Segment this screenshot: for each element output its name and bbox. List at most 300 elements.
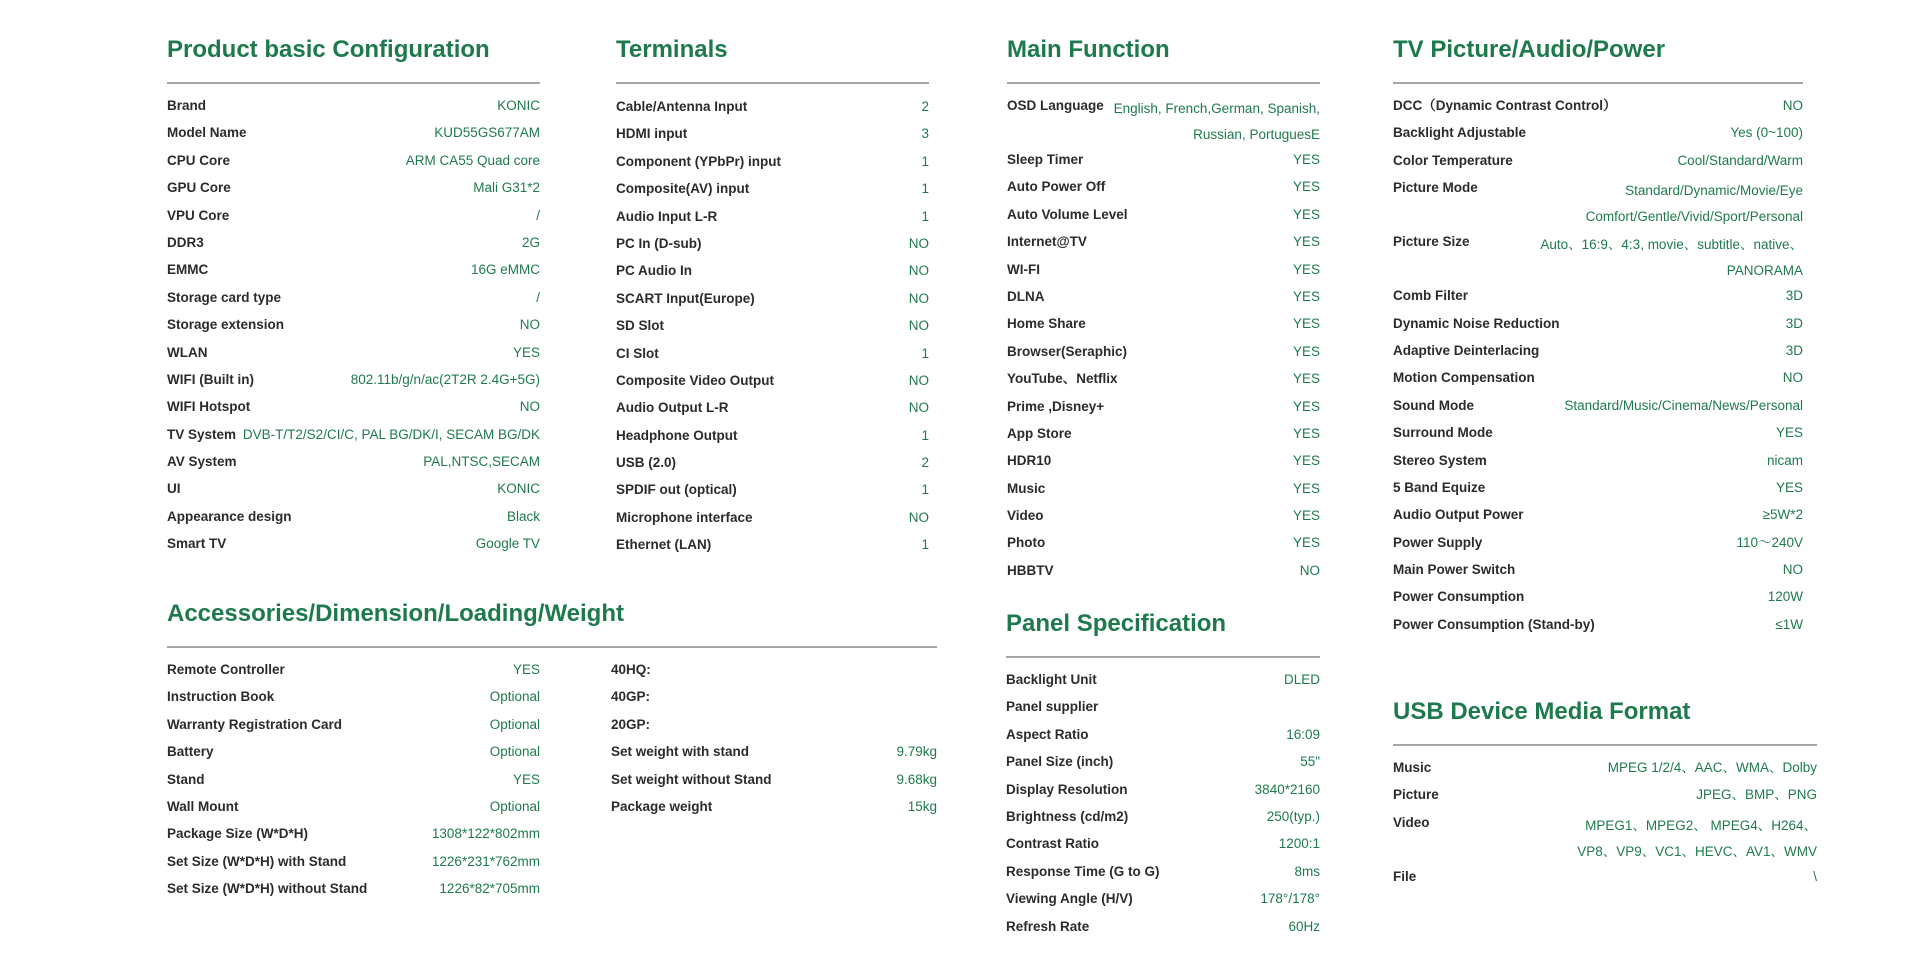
spec-row: [1393, 451, 1803, 478]
section-divider: [167, 82, 540, 84]
spec-label: SD Slot: [616, 318, 665, 334]
spec-row: [616, 316, 929, 343]
spec-row: [1393, 96, 1803, 123]
spec-value: YES: [1292, 343, 1320, 359]
spec-list: [1007, 150, 1320, 588]
spec-value: YES: [1775, 425, 1803, 441]
spec-row: [1007, 232, 1320, 259]
spec-row: [1393, 478, 1803, 505]
spec-label: DLNA: [1007, 288, 1045, 304]
spec-row: [167, 96, 540, 123]
spec-row: [1393, 286, 1803, 313]
spec-row: [616, 398, 929, 425]
spec-value: 1: [921, 482, 929, 498]
spec-label: Auto Volume Level: [1007, 206, 1128, 222]
spec-value: ≥5W*2: [1762, 507, 1803, 523]
section-title: Main Function: [1007, 36, 1170, 63]
spec-row: [167, 507, 540, 534]
spec-label: 40HQ:: [611, 662, 651, 677]
spec-label: CPU Core: [167, 152, 231, 168]
spec-value: 250(typ.): [1266, 808, 1320, 824]
spec-list: [611, 660, 937, 907]
spec-row: [1007, 205, 1320, 232]
spec-row: [1006, 917, 1320, 944]
spec-label: WIFI (Built in): [167, 371, 254, 387]
spec-row: [1007, 287, 1320, 314]
spec-row-file: [1393, 867, 1817, 894]
spec-value: YES: [1292, 179, 1320, 195]
spec-row: [167, 233, 540, 260]
spec-value: 1: [921, 181, 929, 197]
spec-value: Optional: [489, 716, 540, 732]
spec-value: 110～240V: [1736, 534, 1803, 550]
spec-row: [1393, 423, 1803, 450]
spec-value-line: PANORAMA: [1726, 263, 1803, 279]
spec-row: [167, 824, 540, 851]
spec-label: Component (YPbPr) input: [616, 153, 781, 169]
spec-row: [167, 315, 540, 342]
spec-row: [1393, 560, 1803, 587]
spec-label: Picture Size: [1393, 234, 1470, 250]
spec-label: SPDIF out (optical): [616, 482, 737, 498]
spec-value: YES: [1292, 425, 1320, 441]
spec-label: Dynamic Noise Reduction: [1393, 315, 1560, 331]
spec-label: Panel Size (inch): [1006, 754, 1114, 770]
spec-label: Remote Controller: [167, 662, 285, 677]
spec-label: Smart TV: [167, 536, 227, 552]
spec-value-line: Russian, PortuguesE: [1193, 127, 1320, 142]
spec-label: WLAN: [167, 344, 208, 360]
spec-label: 20GP:: [611, 716, 651, 732]
spec-label: WI-FI: [1007, 261, 1040, 277]
spec-label: App Store: [1007, 425, 1072, 441]
spec-label: Sleep Timer: [1007, 152, 1084, 167]
section-panel-specification: [1006, 610, 1320, 944]
spec-row: [611, 742, 937, 769]
spec-row: [1007, 506, 1320, 533]
spec-value: PAL,NTSC,SECAM: [423, 454, 540, 470]
spec-label: Microphone interface: [616, 509, 753, 525]
spec-value: 3: [921, 126, 929, 142]
spec-label: Internet@TV: [1007, 234, 1087, 250]
spec-label: VPU Core: [167, 207, 230, 223]
spec-label: Response Time (G to G): [1006, 863, 1160, 879]
spec-value: YES: [1292, 480, 1320, 496]
spec-label: Storage extension: [167, 317, 285, 333]
spec-label: Model Name: [167, 125, 247, 141]
spec-value: [1540, 232, 1803, 284]
spec-label: Headphone Output: [616, 427, 738, 443]
spec-value: 3D: [1785, 288, 1803, 304]
spec-row: [1393, 587, 1803, 614]
spec-value: NO: [908, 318, 929, 334]
spec-label: Audio Input L-R: [616, 208, 718, 224]
spec-row: [616, 152, 929, 179]
spec-row: [1393, 341, 1803, 368]
spec-row: [1393, 396, 1803, 423]
spec-label: YouTube、Netflix: [1007, 371, 1118, 387]
spec-row: [1007, 150, 1320, 177]
spec-value: JPEG、BMP、PNG: [1696, 787, 1817, 803]
spec-label: Set Size (W*D*H) with Stand: [167, 853, 347, 869]
spec-row: [167, 397, 540, 424]
section-title: Product basic Configuration: [167, 36, 490, 63]
spec-row: [167, 660, 540, 687]
spec-label: Battery: [167, 744, 214, 760]
spec-row-picture: [1393, 785, 1817, 812]
spec-value: NO: [908, 372, 929, 388]
spec-value: 2G: [521, 234, 540, 250]
spec-value: YES: [1292, 535, 1320, 551]
spec-value: NO: [519, 399, 540, 415]
spec-value: 1: [921, 427, 929, 443]
spec-label: Contrast Ratio: [1006, 836, 1100, 852]
spec-row: [616, 97, 929, 124]
spec-value: Optional: [489, 798, 540, 814]
spec-label: Set weight with stand: [611, 744, 750, 760]
spec-value-line: VP8、VP9、VC1、HEVC、AV1、WMV: [1577, 843, 1817, 859]
spec-value: DVB-T/T2/S2/CI/C, PAL BG/DK/I, SECAM BG/DK: [242, 426, 540, 442]
spec-label: Music: [1007, 480, 1046, 496]
spec-label: Warranty Registration Card: [167, 716, 343, 732]
spec-row: [167, 687, 540, 714]
spec-row: [1006, 834, 1320, 861]
section-title: Panel Specification: [1006, 610, 1227, 637]
spec-row: [616, 261, 929, 288]
spec-row: [616, 453, 929, 480]
spec-label: HDR10: [1007, 453, 1052, 469]
spec-row: [1006, 807, 1320, 834]
spec-value: NO: [1299, 562, 1320, 578]
spec-value: NO: [908, 235, 929, 251]
section-divider: [1007, 82, 1320, 84]
spec-value: 1226*231*762mm: [431, 853, 540, 869]
spec-value: NO: [1782, 98, 1803, 113]
spec-label: 40GP:: [611, 689, 651, 705]
spec-row: [1007, 561, 1320, 588]
spec-value: 8ms: [1294, 863, 1320, 879]
spec-label: USB (2.0): [616, 455, 677, 471]
spec-label: Instruction Book: [167, 689, 275, 705]
spec-value: YES: [1292, 234, 1320, 250]
spec-value: 1: [921, 153, 929, 169]
spec-label: Sound Mode: [1393, 397, 1474, 413]
spec-row: [167, 370, 540, 397]
spec-label: Viewing Angle (H/V): [1006, 891, 1133, 907]
section-title: Terminals: [616, 36, 728, 63]
spec-row: [167, 742, 540, 769]
spec-label: Auto Power Off: [1007, 179, 1106, 195]
spec-row: [1007, 397, 1320, 424]
spec-row-picture-size: [1393, 232, 1803, 284]
spec-row: [1007, 424, 1320, 451]
spec-row: [1006, 725, 1320, 752]
spec-value: Mali G31*2: [473, 180, 540, 196]
spec-value: NO: [908, 509, 929, 525]
spec-value: 9.68kg: [896, 771, 937, 787]
spec-row: [616, 344, 929, 371]
spec-row: [1007, 260, 1320, 287]
spec-label: Picture: [1393, 787, 1439, 803]
spec-label: Storage card type: [167, 289, 282, 305]
section-tv-picture-audio-power: [1393, 36, 1803, 642]
spec-row: [616, 207, 929, 234]
spec-value: 60Hz: [1288, 918, 1320, 934]
spec-value: KONIC: [497, 98, 540, 113]
section-accessories: [167, 600, 937, 907]
spec-row: [616, 371, 929, 398]
spec-value: 15kg: [907, 798, 937, 814]
spec-label: Aspect Ratio: [1006, 726, 1089, 742]
spec-label: UI: [167, 481, 181, 497]
spec-value: NO: [519, 317, 540, 333]
spec-label: Appearance design: [167, 508, 292, 524]
spec-row: [167, 343, 540, 370]
spec-row: [1006, 670, 1320, 697]
spec-value: Optional: [489, 689, 540, 705]
spec-value: YES: [1775, 479, 1803, 495]
spec-label: Prime ,Disney+: [1007, 398, 1105, 414]
spec-value: [1114, 96, 1320, 148]
spec-label: Video: [1007, 508, 1044, 524]
spec-row: [167, 425, 540, 452]
spec-row: [1393, 505, 1803, 532]
spec-value: 55": [1300, 754, 1320, 770]
spec-value: YES: [1292, 508, 1320, 524]
spec-row: [167, 879, 540, 906]
spec-label: Browser(Seraphic): [1007, 343, 1128, 359]
section-divider: [616, 82, 929, 84]
spec-value: [1577, 813, 1817, 865]
spec-row: [1393, 151, 1803, 178]
spec-value: 2: [921, 99, 929, 114]
spec-row: [616, 179, 929, 206]
spec-label: Backlight Adjustable: [1393, 125, 1527, 141]
spec-label: Display Resolution: [1006, 781, 1128, 797]
spec-value: 2: [921, 455, 929, 471]
spec-row-picture-mode: [1393, 178, 1803, 230]
spec-label: Cable/Antenna Input: [616, 99, 748, 114]
spec-row: [616, 124, 929, 151]
spec-label: Power Consumption (Stand-by): [1393, 616, 1595, 632]
spec-row: [167, 852, 540, 879]
spec-label: PC In (D-sub): [616, 235, 702, 251]
spec-label: Color Temperature: [1393, 152, 1513, 168]
spec-value: NO: [908, 400, 929, 416]
spec-value: NO: [908, 263, 929, 279]
spec-row: [1007, 342, 1320, 369]
spec-value: 3840*2160: [1254, 781, 1320, 797]
spec-label: WIFI Hotspot: [167, 399, 251, 415]
spec-row: [1393, 533, 1803, 560]
section-divider: [1006, 656, 1320, 658]
spec-value: 1: [921, 345, 929, 361]
spec-value: 1226*82*705mm: [439, 881, 540, 897]
spec-value: YES: [1292, 206, 1320, 222]
spec-value: 120W: [1767, 589, 1803, 605]
section-product-config: [167, 36, 540, 562]
spec-row: [167, 479, 540, 506]
spec-list: [1006, 670, 1320, 944]
spec-row: [1006, 697, 1320, 724]
spec-row: [616, 289, 929, 316]
spec-value: YES: [512, 344, 540, 360]
section-title: USB Device Media Format: [1393, 698, 1691, 725]
spec-list: [167, 96, 540, 562]
spec-label: Backlight Unit: [1006, 672, 1097, 687]
spec-value: Optional: [489, 744, 540, 760]
spec-row: [1006, 752, 1320, 779]
spec-label: CI Slot: [616, 345, 659, 361]
spec-value: 9.79kg: [896, 744, 937, 760]
spec-value: NO: [1782, 370, 1803, 386]
spec-row: [167, 151, 540, 178]
spec-value-line: Auto、16:9、4:3, movie、subtitle、native、: [1540, 237, 1803, 253]
spec-row: [1007, 369, 1320, 396]
spec-label: EMMC: [167, 262, 209, 278]
spec-list: [167, 660, 540, 907]
spec-value: YES: [512, 771, 540, 787]
spec-value: 1308*122*802mm: [431, 826, 540, 842]
spec-row: [1007, 479, 1320, 506]
spec-list: [616, 96, 929, 563]
spec-label: Refresh Rate: [1006, 918, 1090, 934]
spec-row-music: [1393, 758, 1817, 785]
spec-label: Audio Output L-R: [616, 400, 729, 416]
spec-label: Adaptive Deinterlacing: [1393, 342, 1540, 358]
spec-value: YES: [1292, 288, 1320, 304]
spec-row: [616, 480, 929, 507]
spec-label: Brand: [167, 98, 207, 113]
spec-label: Video: [1393, 814, 1430, 830]
spec-value: 178°/178°: [1260, 891, 1320, 907]
spec-label: TV System: [167, 426, 237, 442]
spec-value: Cool/Standard/Warm: [1677, 152, 1803, 168]
spec-value: NO: [1782, 562, 1803, 578]
spec-row: [167, 178, 540, 205]
spec-row: [616, 234, 929, 261]
spec-label: Music: [1393, 760, 1432, 775]
spec-row: [167, 715, 540, 742]
spec-value: MPEG 1/2/4、AAC、WMA、Dolby: [1607, 760, 1817, 775]
spec-row: [616, 508, 929, 535]
spec-row: [1007, 533, 1320, 560]
spec-label: File: [1393, 868, 1417, 884]
spec-label: Ethernet (LAN): [616, 537, 712, 553]
spec-value-line: Comfort/Gentle/Vivid/Sport/Personal: [1585, 209, 1803, 225]
spec-value: /: [536, 289, 540, 305]
spec-label: Power Consumption: [1393, 589, 1525, 605]
spec-label: Composite(AV) input: [616, 181, 750, 197]
spec-value: KONIC: [497, 481, 540, 497]
spec-row: [167, 206, 540, 233]
spec-value: YES: [1292, 261, 1320, 277]
spec-value: ARM CA55 Quad core: [405, 152, 540, 168]
spec-value-line: MPEG1、MPEG2、 MPEG4、H264、: [1585, 817, 1817, 833]
section-usb-media-format: [1393, 698, 1817, 894]
spec-row-video: [1393, 813, 1817, 865]
spec-row: [616, 535, 929, 562]
spec-row: [167, 452, 540, 479]
spec-value: NO: [908, 290, 929, 306]
spec-label: Stereo System: [1393, 452, 1487, 468]
spec-label: Home Share: [1007, 316, 1086, 332]
spec-row: [1393, 615, 1803, 642]
spec-row: [1006, 889, 1320, 916]
spec-label: Composite Video Output: [616, 372, 774, 388]
spec-value: 1: [921, 537, 929, 553]
spec-label: GPU Core: [167, 180, 231, 196]
spec-row: [167, 260, 540, 287]
spec-row: [167, 797, 540, 824]
spec-value: YES: [1292, 398, 1320, 414]
spec-row: [167, 534, 540, 561]
spec-label: Picture Mode: [1393, 180, 1478, 196]
spec-value: YES: [1292, 453, 1320, 469]
spec-row: [1393, 368, 1803, 395]
spec-value: Yes (0~100): [1730, 125, 1803, 141]
spec-label: AV System: [167, 454, 237, 470]
spec-row: [167, 123, 540, 150]
section-title: Accessories/Dimension/Loading/Weight: [167, 600, 624, 627]
spec-label: Set weight without Stand: [611, 771, 772, 787]
spec-value: 802.11b/g/n/ac(2T2R 2.4G+5G): [350, 371, 540, 387]
spec-label: Stand: [167, 771, 205, 787]
spec-columns: [167, 660, 937, 907]
spec-value: YES: [1292, 371, 1320, 387]
spec-label: Package Size (W*D*H): [167, 826, 309, 842]
spec-row: [611, 770, 937, 797]
spec-value: ≤1W: [1775, 616, 1803, 632]
spec-list: [1393, 286, 1803, 642]
section-title: TV Picture/Audio/Power: [1393, 36, 1666, 63]
spec-label: PC Audio In: [616, 263, 692, 279]
spec-label: Set Size (W*D*H) without Stand: [167, 881, 368, 897]
spec-label: Motion Compensation: [1393, 370, 1535, 386]
section-divider: [1393, 744, 1817, 746]
spec-row: [611, 797, 937, 824]
spec-row: [1006, 780, 1320, 807]
spec-value: nicam: [1766, 452, 1803, 468]
spec-label: Surround Mode: [1393, 425, 1493, 441]
spec-value: 1200:1: [1278, 836, 1320, 852]
spec-label: Audio Output Power: [1393, 507, 1524, 523]
spec-value: KUD55GS677AM: [434, 125, 540, 141]
spec-value: YES: [1292, 152, 1320, 167]
spec-label: OSD Language: [1007, 98, 1104, 113]
spec-row: [1007, 314, 1320, 341]
section-main-function: [1007, 36, 1320, 588]
spec-label: Comb Filter: [1393, 288, 1469, 304]
spec-value: 16:09: [1286, 726, 1320, 742]
spec-row-osd-language: [1007, 96, 1320, 148]
spec-label: Panel supplier: [1006, 699, 1099, 715]
section-divider: [1393, 82, 1803, 84]
spec-row: [1006, 862, 1320, 889]
spec-value: 16G eMMC: [470, 262, 540, 278]
spec-row: [1393, 123, 1803, 150]
spec-row: [167, 770, 540, 797]
spec-label: 5 Band Equize: [1393, 479, 1486, 495]
spec-row: [611, 660, 937, 687]
spec-label: SCART Input(Europe): [616, 290, 755, 306]
spec-value: YES: [1292, 316, 1320, 332]
spec-value: \: [1813, 868, 1817, 884]
spec-label: DCC（Dynamic Contrast Control）: [1393, 98, 1617, 113]
spec-value-line: Standard/Dynamic/Movie/Eye: [1625, 183, 1803, 199]
spec-value: DLED: [1283, 672, 1320, 687]
spec-value: Google TV: [475, 536, 540, 552]
